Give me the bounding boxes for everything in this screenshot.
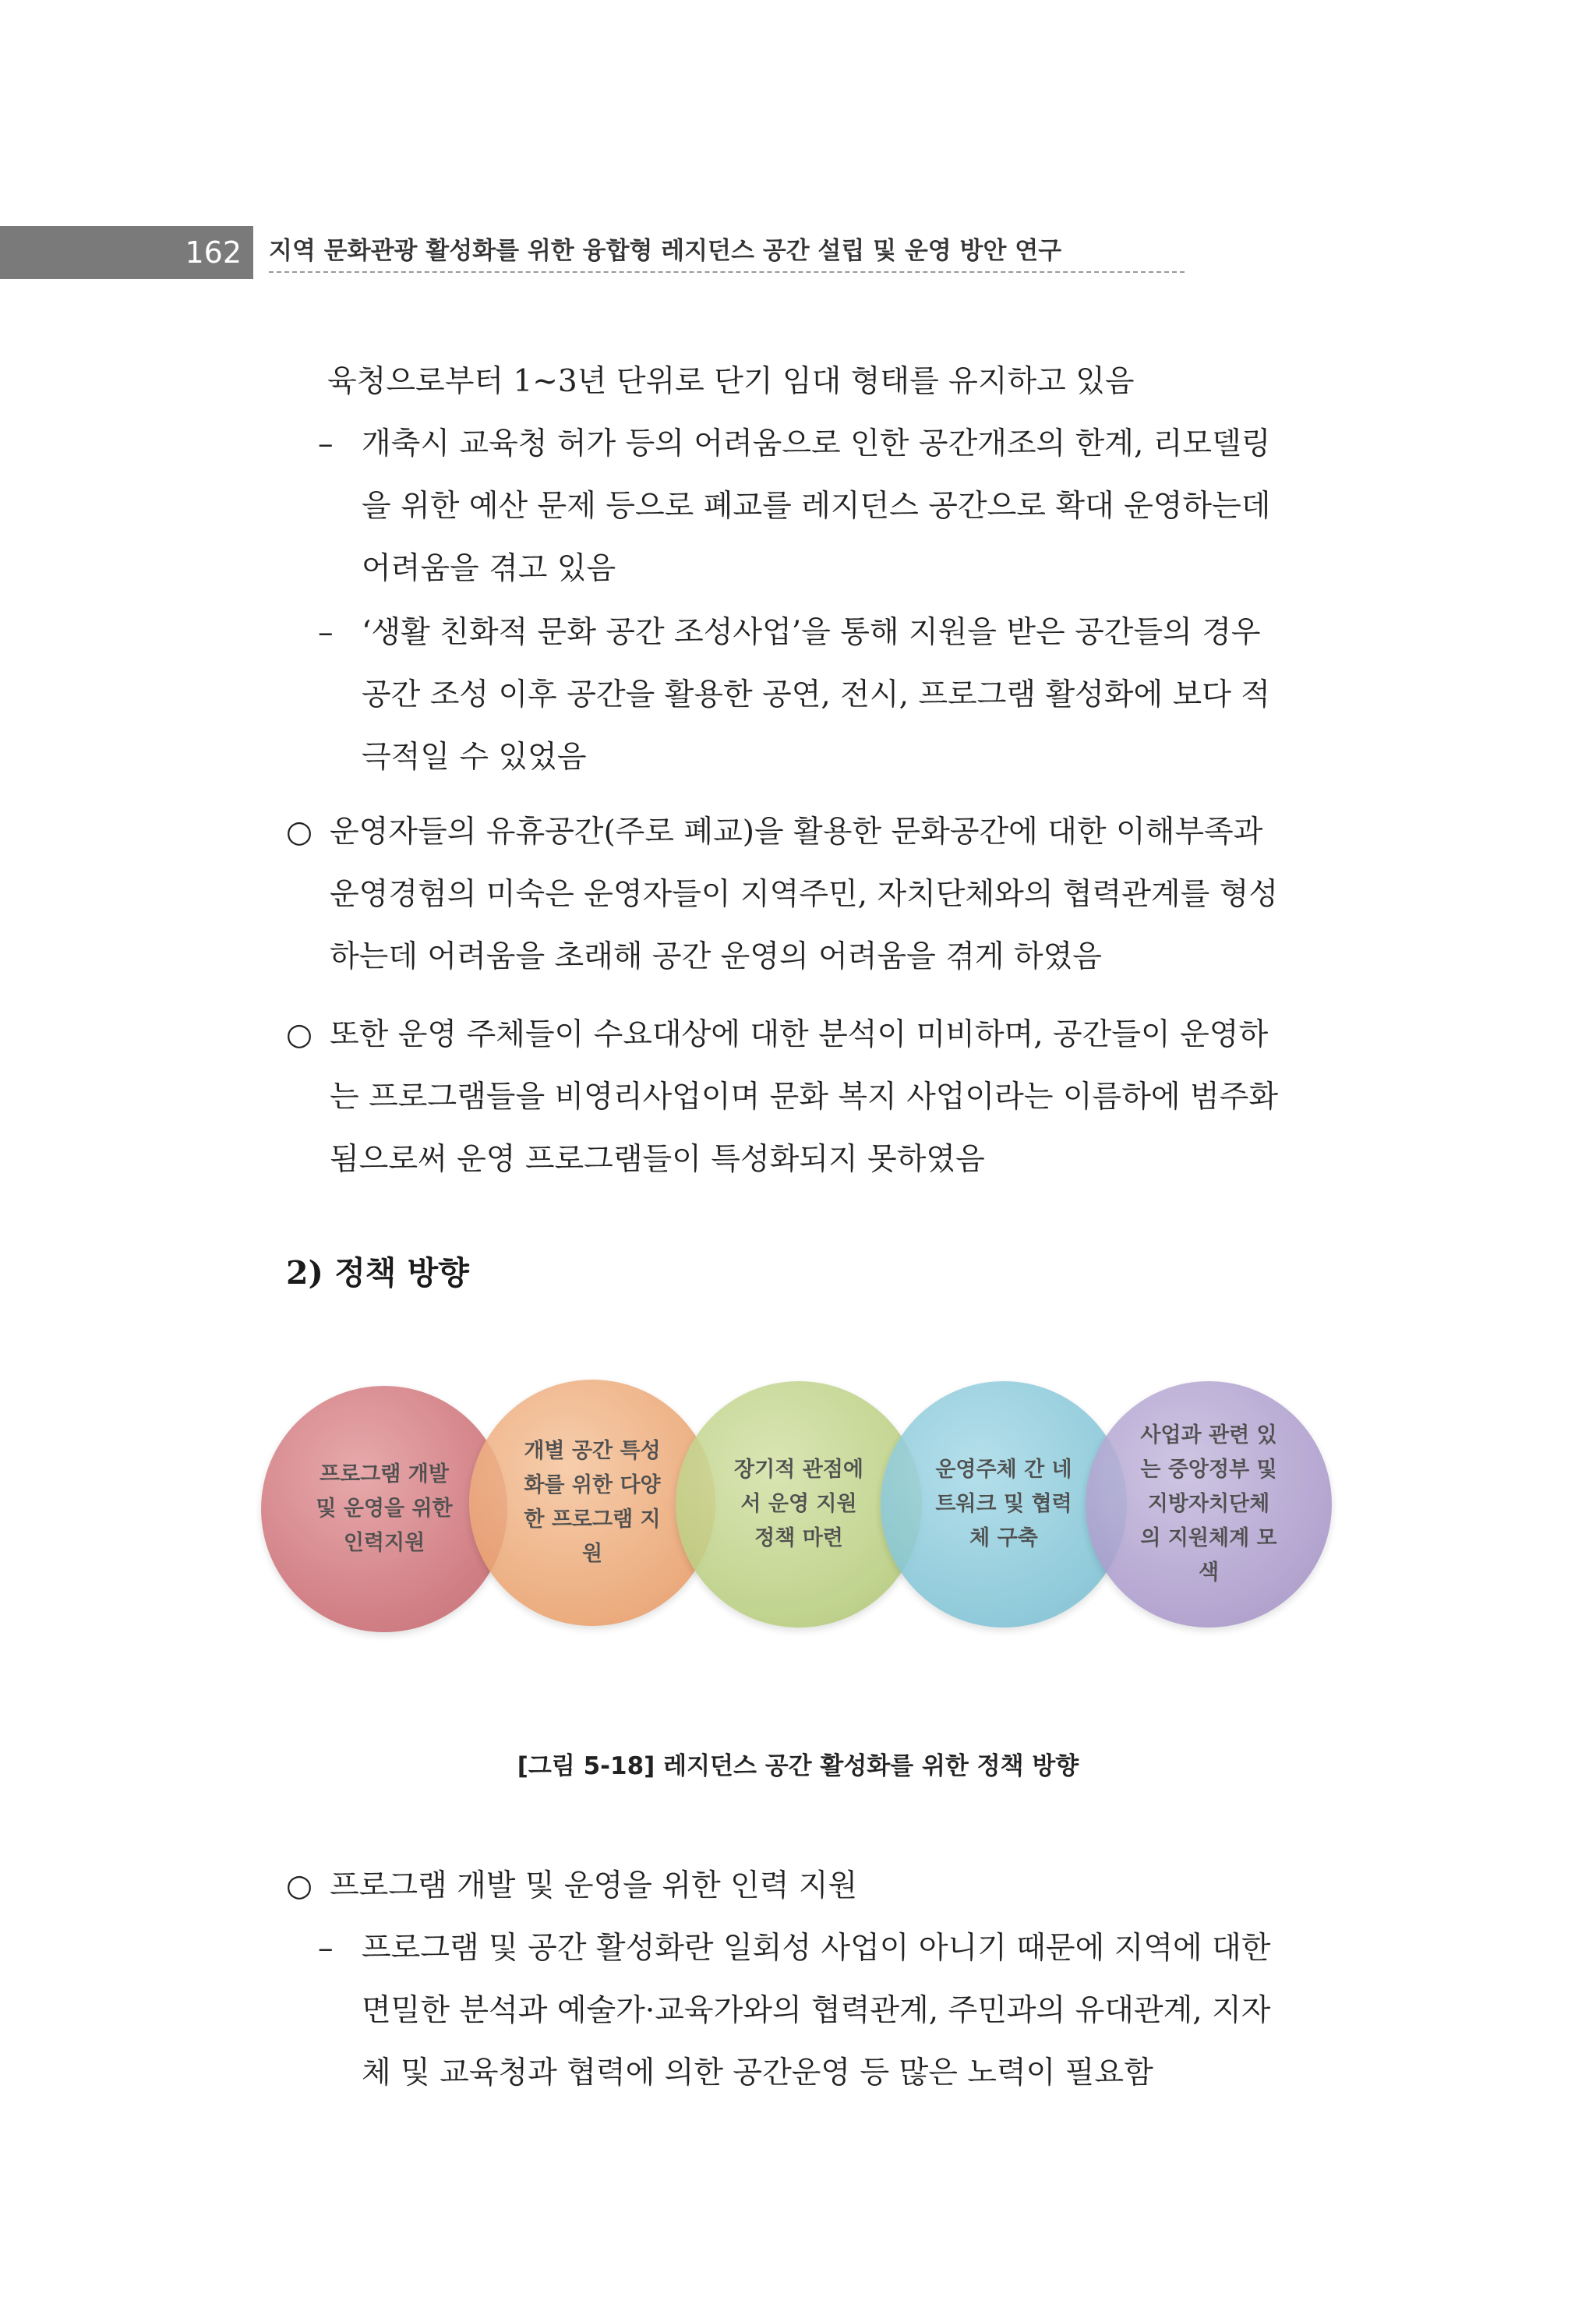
- policy-circle-5: [1086, 1381, 1332, 1628]
- text-line: ‘생활 친화적 문화 공간 조성사업’을 통해 지원을 받은 공간들의 경우: [362, 615, 1261, 650]
- bullet-item-1: [286, 801, 1346, 988]
- figure-caption: [그림 5-18] 레지던스 공간 활성화를 위한 정책 방향: [517, 1752, 1079, 1780]
- circle-text-line: 프로그램 개발: [320, 1462, 449, 1486]
- text-line: 또한 운영 주체들이 수요대상에 대한 분석이 미비하며, 공간들이 운영하: [330, 1017, 1269, 1052]
- circle-text-line: 인력지원: [343, 1531, 425, 1555]
- circle-text-line: 의 지원체계 모: [1140, 1526, 1277, 1550]
- circle-text-line: 원: [581, 1542, 603, 1566]
- circle-text-line: 및 운영을 위한: [316, 1497, 453, 1521]
- text-line: 운영자들의 유휴공간(주로 폐교)을 활용한 문화공간에 대한 이해부족과: [330, 815, 1263, 850]
- text-line: 육청으로부터 1~3년 단위로 단기 임대 형태를 유지하고 있음: [327, 364, 1135, 399]
- bullet-item-2: [286, 1004, 1346, 1191]
- text-line: 체 및 교육청과 협력에 의한 공간운영 등 많은 노력이 필요함: [362, 2055, 1153, 2091]
- text-line: 을 위한 예산 문제 등으로 폐교를 레지던스 공간으로 확대 운영하는데: [362, 489, 1271, 524]
- text-line: 하는데 어려움을 초래해 공간 운영의 어려움을 겪게 하였음: [330, 939, 1102, 974]
- circle-text-line: 는 중앙정부 및: [1140, 1458, 1277, 1482]
- text-line: 프로그램 개발 및 운영을 위한 인력 지원: [330, 1868, 858, 1903]
- running-title: 지역 문화관광 활성화를 위한 융합형 레지던스 공간 설립 및 운영 방안 연구: [269, 231, 1185, 273]
- circle-marker: ○: [286, 815, 313, 850]
- circle-text-line: 체 구축: [969, 1526, 1038, 1550]
- text-line: 면밀한 분석과 예술가·교육가와의 협력관계, 주민과의 유대관계, 지자: [362, 1993, 1271, 2028]
- circle-text-line: 트워크 및 협력: [935, 1492, 1072, 1516]
- text-line: 어려움을 겪고 있음: [362, 551, 616, 586]
- circle-text-line: 정책 마련: [754, 1526, 843, 1550]
- text-line: 프로그램 및 공간 활성화란 일회성 사업이 아니기 때문에 지역에 대한: [362, 1931, 1271, 1966]
- text-line: 는 프로그램들을 비영리사업이며 문화 복지 사업이라는 이름하에 범주화: [330, 1080, 1278, 1115]
- section-heading: 2) 정책 방향: [286, 1254, 469, 1292]
- page-number: 162: [185, 235, 242, 270]
- dash-marker: –: [318, 615, 334, 650]
- circle-text-line: 장기적 관점에: [734, 1458, 863, 1482]
- circle-text-line: 한 프로그램 지: [524, 1507, 661, 1532]
- circle-marker: ○: [286, 1868, 313, 1903]
- dash-marker: –: [318, 426, 334, 461]
- circle-text-line: 지방자치단체: [1147, 1492, 1270, 1516]
- circle-marker: ○: [286, 1017, 313, 1052]
- circle-text-line: 화를 위한 다양: [524, 1473, 661, 1497]
- dash-item-3: [318, 1917, 1347, 2105]
- text-line: 됨으로써 운영 프로그램들이 특성화되지 못하였음: [330, 1142, 985, 1177]
- text-line: 운영경험의 미숙은 운영자들이 지역주민, 자치단체와의 협력관계를 형성: [330, 877, 1278, 912]
- circle-text-line: 색: [1198, 1560, 1220, 1585]
- bullet-item-3: [286, 1855, 1346, 1917]
- circle-text-line: 사업과 관련 있: [1140, 1423, 1277, 1447]
- circle-text-line: 서 운영 지원: [740, 1492, 857, 1516]
- circle-text-line: 개별 공간 특성: [524, 1439, 661, 1463]
- circle-text-line: 운영주체 간 네: [935, 1458, 1072, 1482]
- dash-item-1: [318, 413, 1347, 600]
- text-line: 개축시 교육청 허가 등의 어려움으로 인한 공간개조의 한계, 리모델링: [362, 426, 1271, 461]
- dash-item-2: [318, 602, 1347, 789]
- dash-marker: –: [318, 1931, 334, 1966]
- policy-direction-figure: [257, 1372, 1317, 1645]
- continuation-paragraph: [327, 351, 1135, 413]
- text-line: 극적일 수 있었음: [362, 740, 587, 775]
- text-line: 공간 조성 이후 공간을 활용한 공연, 전시, 프로그램 활성화에 보다 적: [362, 677, 1270, 712]
